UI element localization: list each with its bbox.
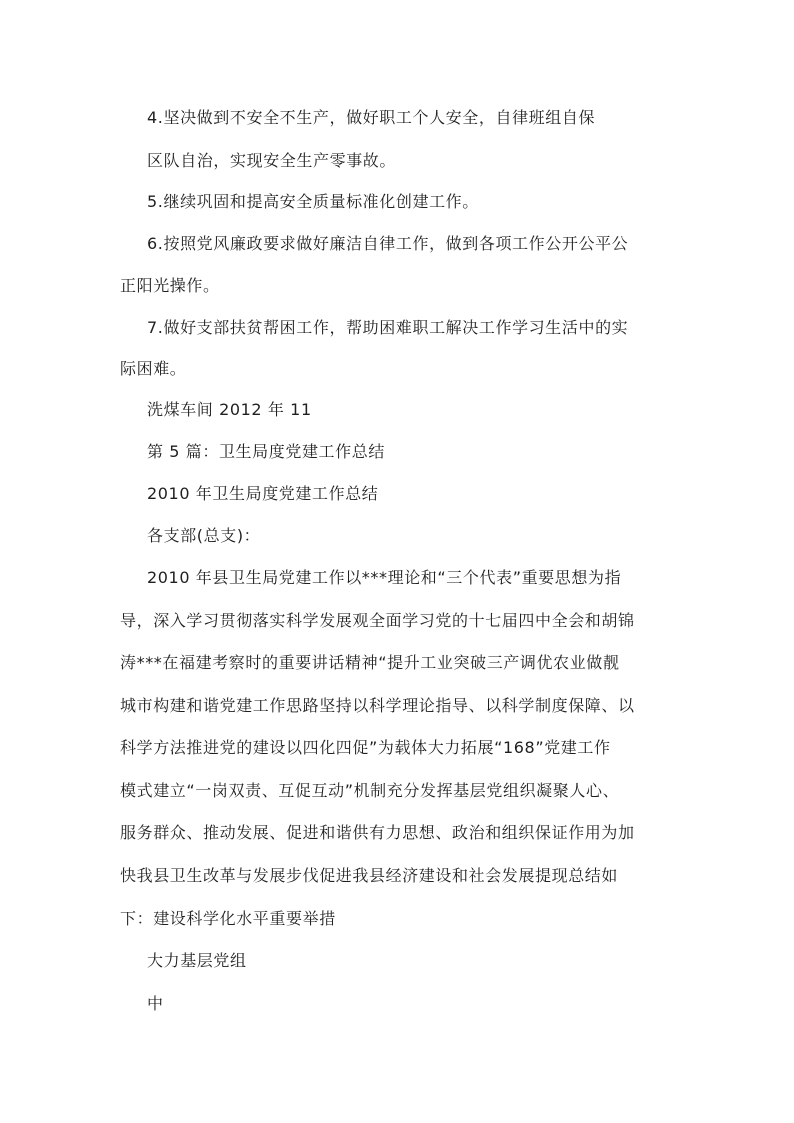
paragraph-line: 模式建立“一岗双责、互促互动”机制充分发挥基层党组织凝聚人心、	[120, 781, 620, 800]
paragraph-line: 6.按照党风廉政要求做好廉洁自律工作，做到各项工作公开公平公	[147, 234, 629, 253]
paragraph-line: 7.做好支部扶贫帮困工作，帮助困难职工解决工作学习生活中的实	[147, 318, 629, 337]
paragraph-line: 大力基层党组	[147, 951, 247, 970]
paragraph-line: 2010 年县卫生局党建工作以***理论和“三个代表”重要思想为指	[147, 568, 622, 587]
section-heading: 第 5 篇：卫生局度党建工作总结	[147, 442, 385, 461]
paragraph-line: 服务群众、推动发展、促进和谐供有力思想、政治和组织保证作用为加	[120, 823, 635, 842]
paragraph-line: 导，深入学习贯彻落实科学发展观全面学习党的十七届四中全会和胡锦	[120, 611, 635, 630]
paragraph-line: 下：建设科学化水平重要举措	[120, 909, 336, 928]
paragraph-line: 科学方法推进党的建设以四化四促”为载体大力拓展“168”党建工作	[120, 738, 611, 757]
paragraph-line: 区队自治，实现安全生产零事故。	[147, 151, 397, 170]
paragraph-line: 城市构建和谐党建工作思路坚持以科学理论指导、以科学制度保障、以	[120, 696, 635, 715]
paragraph-line: 4.坚决做到不安全不生产，做好职工个人安全，自律班组自保	[147, 108, 596, 127]
salutation: 各支部(总支)：	[147, 526, 261, 545]
paragraph-line: 中	[147, 994, 164, 1013]
paragraph-line: 涛***在福建考察时的重要讲话精神“提升工业突破三产调优农业做靓	[120, 653, 620, 672]
document-title: 2010 年卫生局度党建工作总结	[147, 484, 379, 503]
paragraph-line: 正阳光操作。	[120, 276, 220, 295]
paragraph-line: 际困难。	[120, 359, 187, 378]
signature-line: 洗煤车间 2012 年 11	[147, 400, 312, 419]
paragraph-line: 快我县卫生改革与发展步伐促进我县经济建设和社会发展提现总结如	[120, 866, 619, 885]
paragraph-line: 5.继续巩固和提高安全质量标准化创建工作。	[147, 192, 479, 211]
